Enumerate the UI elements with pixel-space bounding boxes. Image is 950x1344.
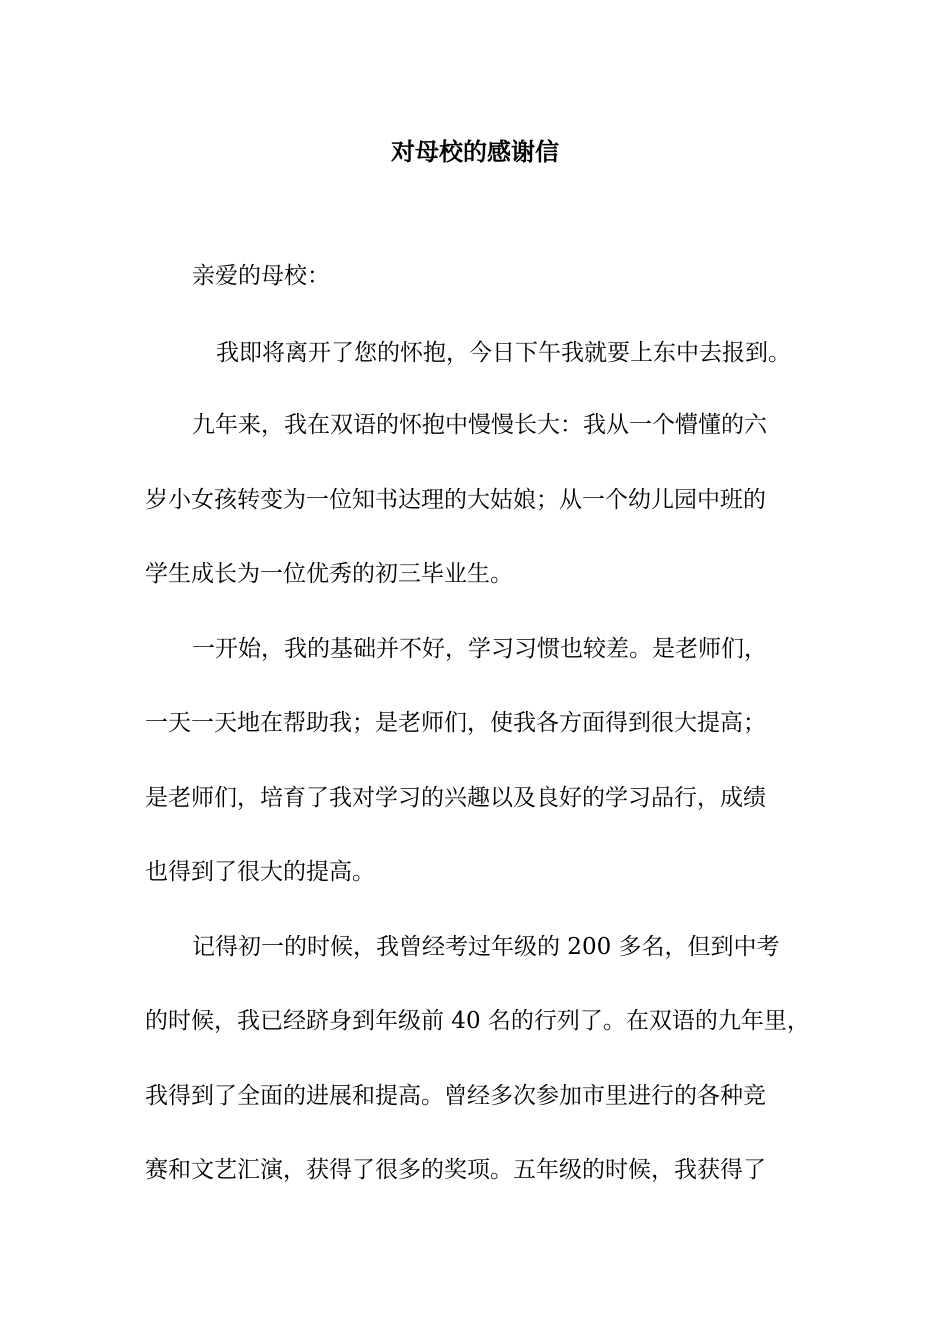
paragraph-line: 的时候，我已经跻身到年级前 40 名的行列了。在双语的九年里， [145, 1008, 810, 1034]
salutation: 亲爱的母校： [192, 263, 330, 289]
paragraph-line: 也得到了很大的提高。 [145, 859, 375, 885]
paragraph-line: 我即将离开了您的怀抱，今日下午我就要上东中去报到。 [216, 340, 791, 366]
paragraph-line: 我得到了全面的进展和提高。曾经多次参加市里进行的各种竞 [145, 1083, 766, 1109]
paragraph-line: 岁小女孩转变为一位知书达理的大姑娘；从一个幼儿园中班的 [145, 487, 766, 513]
paragraph-line: 一开始，我的基础并不好，学习习惯也较差。是老师们， [192, 636, 767, 662]
paragraph-line: 九年来，我在双语的怀抱中慢慢长大：我从一个懵懂的六 [192, 412, 767, 438]
paragraph-line: 学生成长为一位优秀的初三毕业生。 [145, 561, 513, 587]
paragraph-line: 记得初一的时候，我曾经考过年级的 200 多名，但到中考 [192, 934, 780, 960]
paragraph-line: 是老师们，培育了我对学习的兴趣以及良好的学习品行，成绩 [145, 785, 766, 811]
letter-title: 对母校的感谢信 [391, 137, 559, 166]
paragraph-line: 一天一天地在帮助我；是老师们，使我各方面得到很大提高； [145, 710, 766, 736]
paragraph-line: 赛和文艺汇演，获得了很多的奖项。五年级的时候，我获得了 [145, 1157, 766, 1183]
